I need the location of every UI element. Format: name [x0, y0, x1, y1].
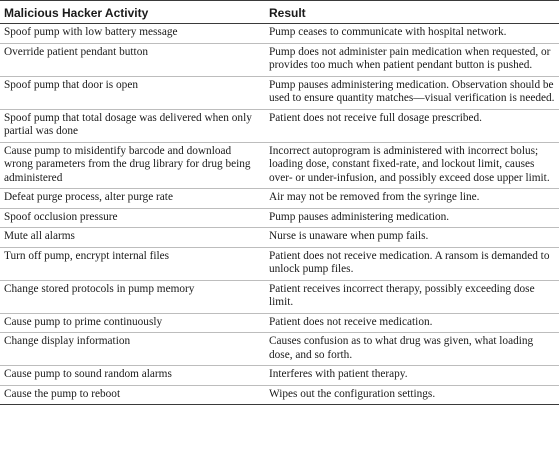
- table-body: [0, 24, 559, 405]
- activity-cell: Change display information: [0, 333, 265, 366]
- activity-cell: Defeat purge process, alter purge rate: [0, 189, 265, 209]
- activity-cell: Spoof occlusion pressure: [0, 208, 265, 228]
- result-cell: Patient does not receive medication. A ransom is demanded to unlock pump files.: [265, 247, 559, 280]
- activity-cell: Override patient pendant button: [0, 43, 265, 76]
- table-row: [0, 43, 559, 76]
- activity-cell: Mute all alarms: [0, 228, 265, 248]
- activity-cell: Spoof pump that door is open: [0, 76, 265, 109]
- result-cell: Patient does not receive full dosage prescribed.: [265, 109, 559, 142]
- activity-cell: Change stored protocols in pump memory: [0, 280, 265, 313]
- table-row: [0, 313, 559, 333]
- header-activity: Malicious Hacker Activity: [0, 1, 265, 24]
- activity-cell: Cause the pump to reboot: [0, 385, 265, 405]
- header-row: [0, 1, 559, 24]
- result-cell: Patient receives incorrect therapy, possibly exceeding dose limit.: [265, 280, 559, 313]
- table-row: [0, 280, 559, 313]
- table-row: [0, 142, 559, 189]
- header-result: Result: [265, 1, 559, 24]
- table-row: [0, 385, 559, 405]
- table-row: [0, 208, 559, 228]
- table-row: [0, 247, 559, 280]
- result-cell: Causes confusion as to what drug was given, what loading dose, and so forth.: [265, 333, 559, 366]
- activity-cell: Spoof pump with low battery message: [0, 24, 265, 44]
- activity-cell: Cause pump to prime continuously: [0, 313, 265, 333]
- activity-cell: Cause pump to misidentify barcode and download wrong parameters from the drug library for drug being administered: [0, 142, 265, 189]
- result-cell: Incorrect autoprogram is administered with incorrect bolus; loading dose, constant fixed-rate, and lockout limit, causes over- or under-infusion, and possibly exceed dose upper limit.: [265, 142, 559, 189]
- table-row: [0, 333, 559, 366]
- table-row: [0, 189, 559, 209]
- result-cell: Pump does not administer pain medication when requested, or provides too much when patient pendant button is pushed.: [265, 43, 559, 76]
- activity-cell: Spoof pump that total dosage was delivered when only partial was done: [0, 109, 265, 142]
- table-row: [0, 366, 559, 386]
- result-cell: Pump ceases to communicate with hospital network.: [265, 24, 559, 44]
- activity-cell: Turn off pump, encrypt internal files: [0, 247, 265, 280]
- result-cell: Interferes with patient therapy.: [265, 366, 559, 386]
- result-cell: Nurse is unaware when pump fails.: [265, 228, 559, 248]
- table-row: [0, 24, 559, 44]
- table-row: [0, 228, 559, 248]
- result-cell: Air may not be removed from the syringe line.: [265, 189, 559, 209]
- result-cell: Wipes out the configuration settings.: [265, 385, 559, 405]
- table-row: [0, 109, 559, 142]
- result-cell: Pump pauses administering medication.: [265, 208, 559, 228]
- table-header: [0, 1, 559, 24]
- result-cell: Patient does not receive medication.: [265, 313, 559, 333]
- table-row: [0, 76, 559, 109]
- result-cell: Pump pauses administering medication. Observation should be used to ensure quantity matches—visual verification is needed.: [265, 76, 559, 109]
- activity-cell: Cause pump to sound random alarms: [0, 366, 265, 386]
